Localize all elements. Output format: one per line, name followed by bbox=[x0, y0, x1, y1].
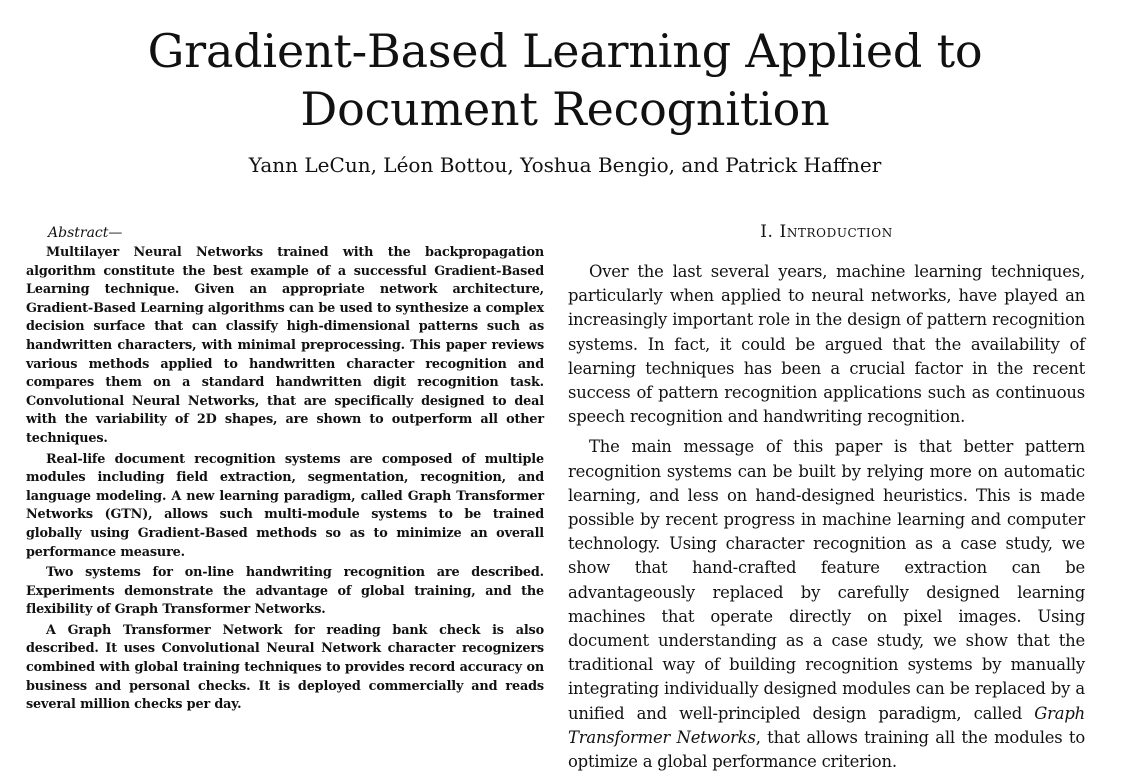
abstract-label: Abstract— bbox=[48, 225, 123, 241]
intro-paragraph-2-tail: , that allows training all the modules to optimize a global performance criterion. bbox=[568, 727, 1085, 772]
abstract-paragraph-1: Multilayer Neural Networks trained with the backpropagation algorithm constitute the best example of a successful Gradient-Based Learning technique. Given an appropriate network architecture, Gradient-Based Learning algorithms can be used to synthesize a complex decision surface that can classify high-dimensional patterns such as handwritten characters, with minimal preprocessing. This paper reviews various methods applied to handwritten character recognition and compares them on a standard handwritten digit recognition task. Convolutional Neural Networks, that are specifically designed to deal with the variability of 2D shapes, are shown to outperform all other techniques. bbox=[26, 245, 544, 446]
abstract-paragraph-3: Two systems for on-line handwriting recognition are described. Experiments demonstrate the advantage of global training, and the flexibility of Graph Transformer Networks. bbox=[26, 565, 544, 618]
abstract-section bbox=[26, 224, 544, 717]
intro-paragraph-1: Over the last several years, machine learning techniques, particularly when applied to neural networks, have played an increasingly important role in the design of pattern recognition systems. In fact, it could be argued that the availability of learning techniques has been a crucial factor in the recent success of pattern recognition applications such as continuous speech recognition and handwriting recognition. bbox=[568, 262, 1085, 427]
introduction-section bbox=[568, 220, 1085, 780]
section-heading-introduction: I. Introduction bbox=[760, 222, 893, 242]
intro-paragraph-2-text: The main message of this paper is that better pattern recognition systems can be built by relying more on automatic learning, and less on hand-designed heuristics. This is made possible by recent progress in machine learning and computer technology. Using character recognition as a case study, we show that hand-crafted feature extraction can be advantageously replaced by carefully designed learning machines that operate directly on pixel images. Using document understanding as a case study, we show that the traditional way of building recognition systems by manually integrating individually designed modules can be replaced by a unified and well-principled design paradigm, called bbox=[568, 437, 1085, 723]
paper-title: Gradient-Based Learning Applied to Document Recognition bbox=[147, 24, 983, 136]
abstract-paragraph-4: A Graph Transformer Network for reading bank check is also described. It uses Convolutional Neural Network character recognizers combined with global training techniques to provides record accuracy on business and personal checks. It is deployed commercially and reads several million checks per day. bbox=[26, 622, 544, 713]
paper-authors: Yann LeCun, Léon Bottou, Yoshua Bengio, and Patrick Haffner bbox=[248, 153, 882, 177]
abstract-paragraph-2: Real-life document recognition systems are composed of multiple modules including field extraction, segmentation, recognition, and language modeling. A new learning paradigm, called Graph Transformer Networks (GTN), allows such multi-module systems to be trained globally using Gradient-Based methods so as to minimize an overall performance measure. bbox=[26, 451, 544, 560]
gtn-emphasis: Graph Transformer Networks bbox=[568, 703, 1085, 747]
intro-paragraph-2 bbox=[568, 435, 1085, 774]
